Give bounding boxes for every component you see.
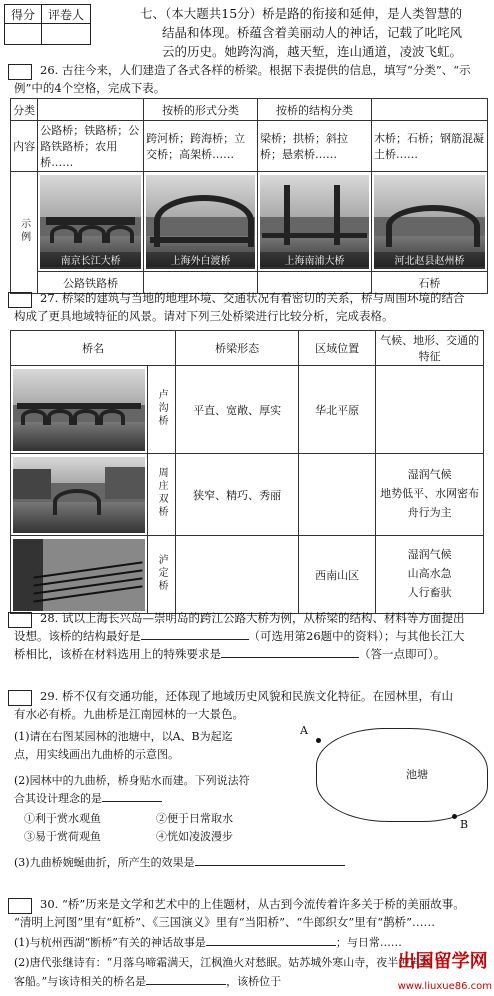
q26-line1: 26. 古往今来，人们建造了各式各样的桥梁。根据下表提供的信息，填写“分类”、“示 <box>40 63 471 77</box>
q27-line2: 构成了更具地域特征的风景。请对下列三处桥梁进行比较分析，完成表格。 <box>14 309 394 323</box>
q29-option-2: ②便于日常取水 <box>156 812 233 825</box>
q29-blank-3[interactable] <box>195 865 345 866</box>
q27-features-2: 湿润气候 地势低平、水网密布 舟行为主 <box>376 454 484 536</box>
q29-option-3: ③易于赏荷观鱼 <box>24 830 101 843</box>
q27-form-3[interactable] <box>176 536 299 614</box>
q26-table <box>10 98 488 294</box>
q26-class-1[interactable] <box>38 99 144 121</box>
watermark-logo <box>398 947 492 994</box>
q27-form-2: 狭窄、精巧、秀丽 <box>176 454 299 536</box>
q29-sub1b: 点，用实线画出九曲桥的示意图。 <box>14 748 179 761</box>
q27-location-1: 华北平原 <box>299 366 376 454</box>
q30-line5: 客船。”与该诗相关的桥名是 ，该桥位于 <box>14 975 282 988</box>
photo-caption-1: 南京长江大桥 <box>40 252 141 267</box>
score-table <box>4 4 91 45</box>
q26-score-box <box>8 64 32 80</box>
q29-sub1a: (1)请在右图某园林的池塘中，以A、B为起迄 <box>14 730 233 743</box>
section-intro-3: 云的历史。她跨沟淌，越天堑，连山通道，凌波飞虹。 <box>162 44 463 59</box>
photo-zhaozhou-bridge <box>374 175 485 269</box>
q27-form-1: 平直、宽敞、厚实 <box>176 366 299 454</box>
section-intro-1: 七、（本大题共15分）桥是路的衔接和延伸，是人类智慧的 <box>140 6 463 21</box>
q26-class-4[interactable] <box>372 99 488 121</box>
q28-line2: 设想。该桥的结构最好是 （可选用第26题中的资料）；与其他长江大 <box>14 629 465 643</box>
photo-zhouzhuang-bridge <box>13 457 145 533</box>
q26-example-1: 公路铁路桥 <box>38 272 144 294</box>
q27-name-1: 卢沟桥 <box>156 388 168 428</box>
q30-line3: (1)与杭州西湖“断桥”有关的神话故事是 ；与日常…… <box>14 936 402 949</box>
q29-score-box <box>8 690 32 706</box>
photo-nanjing-bridge <box>40 175 141 269</box>
q26-content-1: 公路桥；铁路桥；公路铁路桥；农用桥…… <box>38 121 144 172</box>
q30-line4: (2)唐代张继诗有：“月落乌啼霜满天，江枫渔火对愁眠。姑苏城外寒山寺，夜半钟声到 <box>14 956 432 969</box>
q26-example-4: 石桥 <box>372 272 488 294</box>
q28-line1: 28. 试以上海长兴岛—崇明岛的跨江公路大桥为例，从桥梁的结构、材料等方面提出 <box>40 611 465 625</box>
q28-blank-2[interactable] <box>221 657 359 658</box>
grader-label: 评卷人 <box>42 5 91 24</box>
q27-table <box>10 330 484 614</box>
q29-option-4: ④恍如凌波漫步 <box>156 830 233 843</box>
watermark-text: 出国留学网 <box>397 951 488 972</box>
q26-line2: 例”中的4个空格，完成下表。 <box>14 81 166 95</box>
q27-features-1[interactable] <box>376 366 484 454</box>
photo-caption-2: 上海外白渡桥 <box>146 252 255 267</box>
q26-head-example: 示例 <box>11 172 38 294</box>
q27-features-3: 湿润气候 山高水急 人行畜驮 <box>376 536 484 614</box>
photo-nanpu-bridge <box>260 175 369 269</box>
section-intro-2: 结晶和体现。桥蕴含着美丽动人的神话，记载了叱咤风 <box>162 25 463 40</box>
q27-head-features: 气候、地形、交通的特征 <box>376 331 484 366</box>
q28-score-box <box>8 612 32 628</box>
photo-caption-4: 河北赵县赵州桥 <box>374 252 485 267</box>
photo-luding-bridge <box>13 539 145 611</box>
q27-head-name: 桥名 <box>11 331 176 366</box>
q30-line1: 30. “桥”历来是文学和艺术中的上佳题材，从古到今流传着许多关于桥的美丽故事。 <box>40 897 465 911</box>
photo-caption-3: 上海南浦大桥 <box>260 252 369 267</box>
point-a-label: A <box>300 724 308 737</box>
q26-class-3: 按桥的结构分类 <box>258 99 372 121</box>
pond-diagram[interactable] <box>316 728 488 822</box>
q29-line2: 有水必有桥。九曲桥是江南园林的一大景色。 <box>14 707 244 721</box>
q26-content-2: 跨河桥；跨海桥；立交桥；高架桥…… <box>144 121 258 172</box>
q27-score-box <box>8 292 32 308</box>
q27-head-location: 区域位置 <box>299 331 376 366</box>
q27-name-3: 泸定桥 <box>156 553 168 593</box>
q29-sub3: (3)九曲桥婉蜒曲折，所产生的效果是 <box>14 856 345 869</box>
q26-head-class: 分类 <box>11 99 38 121</box>
score-label: 得分 <box>5 5 42 24</box>
q26-content-4: 木桥；石桥；钢筋混凝土桥…… <box>372 121 488 172</box>
point-b-label: B <box>460 818 469 831</box>
point-a-marker <box>316 738 321 743</box>
q27-line1: 27. 桥梁的建筑与当地的地理环境、交通状况有着密切的关系，桥与周围环境的结合 <box>40 291 465 305</box>
q28-line3: 桥相比，该桥在材料选用上的特殊要求是 （答一点即可）。 <box>14 647 446 661</box>
grader-cell <box>42 24 91 45</box>
q30-blank-1[interactable] <box>206 945 336 946</box>
q30-score-box <box>8 898 32 914</box>
q29-sub2a: (2)园林中的九曲桥，桥身贴水而建。下列说法符 <box>14 774 250 787</box>
q27-name-2: 周庄双桥 <box>156 467 168 519</box>
photo-lugou-bridge <box>13 369 145 451</box>
q26-content-3: 梁桥；拱桥；斜拉桥；悬索桥…… <box>258 121 372 172</box>
q26-head-content: 内容 <box>11 121 38 172</box>
q26-class-2: 按桥的形式分类 <box>144 99 258 121</box>
q27-location-2[interactable] <box>299 454 376 536</box>
q29-sub2b: 合其设计理念的是 <box>14 792 162 805</box>
q30-blank-2[interactable] <box>146 984 226 985</box>
point-b-marker <box>452 814 457 819</box>
q29-line1: 29. 桥不仅有交通功能，还体现了地域历史风貌和民族文化特征。在园林里，有山 <box>40 689 453 703</box>
q27-head-form: 桥梁形态 <box>176 331 299 366</box>
q28-blank-1[interactable] <box>141 639 249 640</box>
q27-location-3: 西南山区 <box>299 536 376 614</box>
q30-line2: “清明上河图”里有“虹桥”、《三国演义》里有“当阳桥”、“牛郎织女”里有“鹊桥”…… <box>14 915 436 929</box>
q29-blank-2[interactable] <box>102 801 162 802</box>
watermark-url: www.liuxue86.com <box>397 981 492 992</box>
photo-waibaidu-bridge <box>146 175 255 269</box>
q29-option-1: ①利于赏水观鱼 <box>24 812 101 825</box>
score-cell <box>5 24 42 45</box>
pond-label: 池塘 <box>406 768 428 781</box>
